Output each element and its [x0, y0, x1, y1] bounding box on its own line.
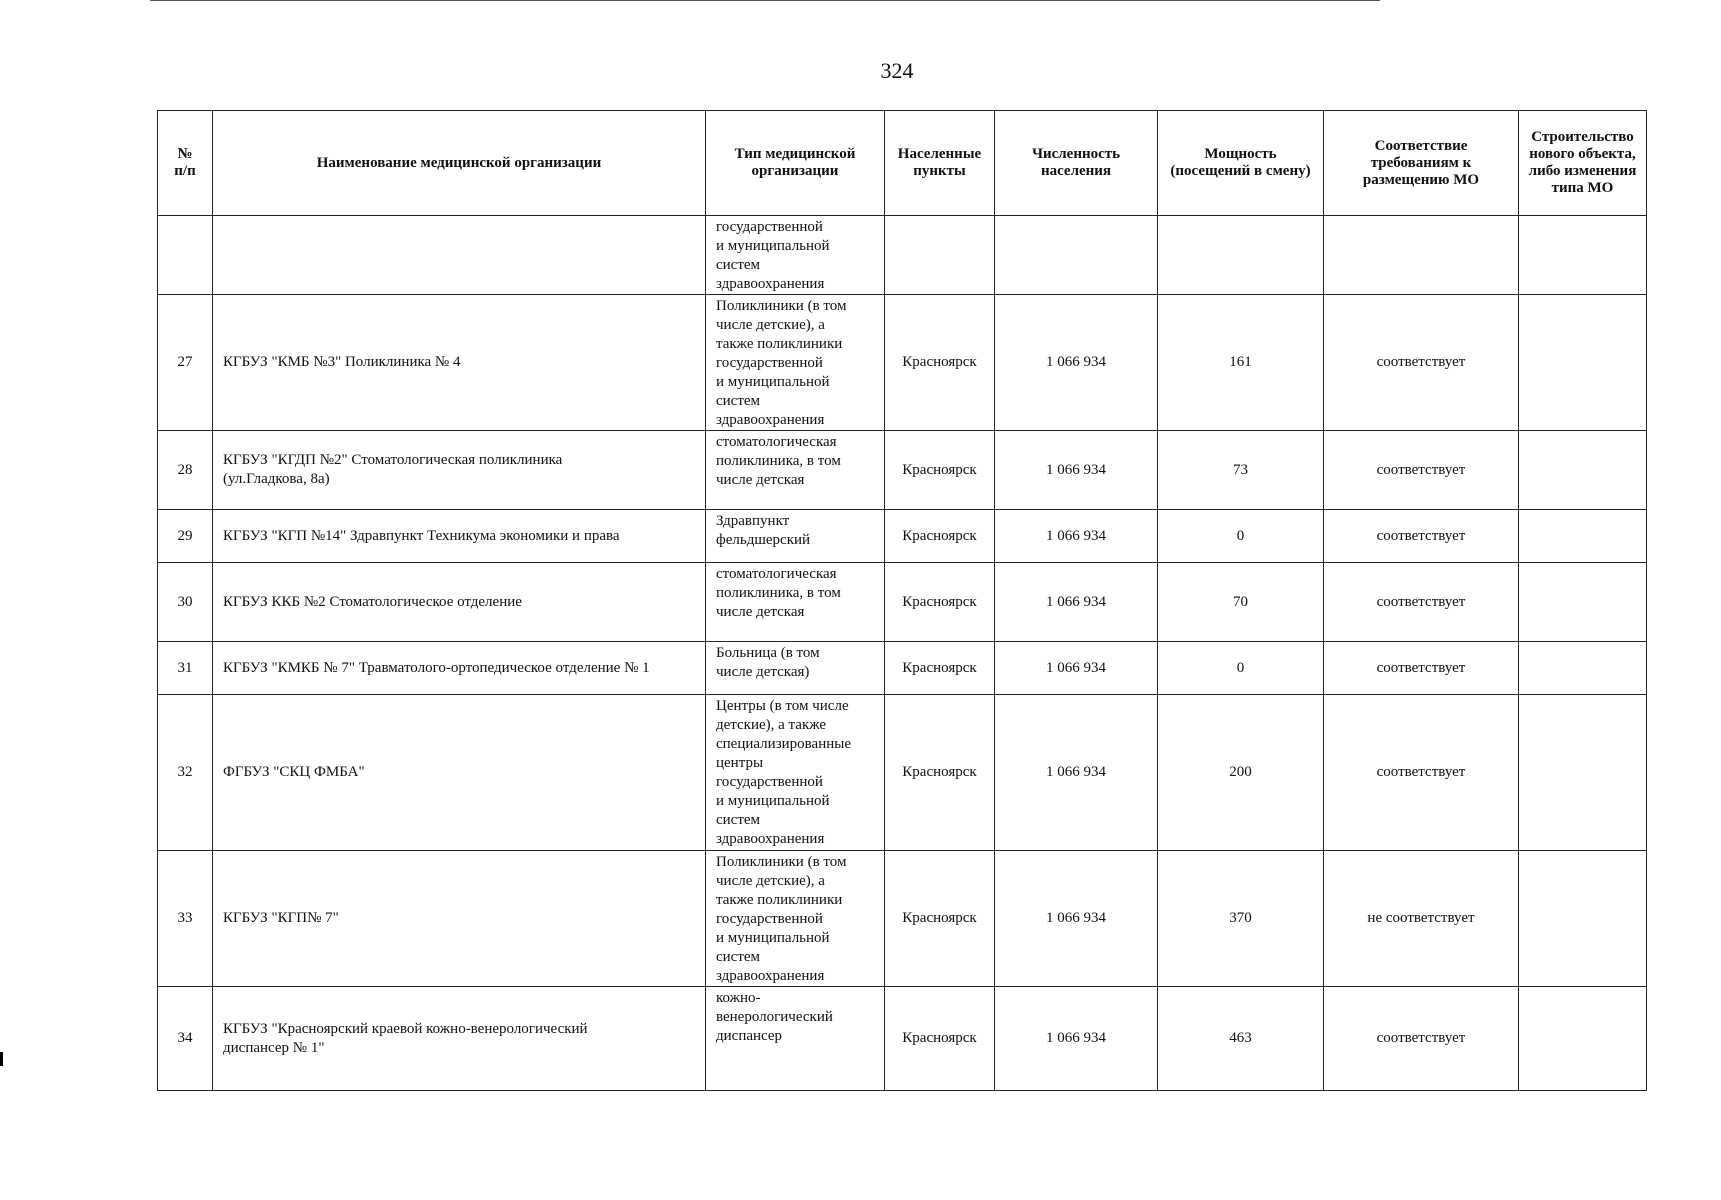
- cell-num: 33: [158, 851, 213, 987]
- cell-num: [158, 216, 213, 295]
- cell-construction: [1519, 431, 1647, 510]
- cell-name: КГБУЗ "КМКБ № 7" Травматолого-ортопедическое отделение № 1: [213, 642, 706, 695]
- cell-num: 32: [158, 695, 213, 851]
- cell-population: 1 066 934: [995, 987, 1158, 1091]
- cell-capacity: [1158, 216, 1324, 295]
- cell-population: 1 066 934: [995, 851, 1158, 987]
- cell-settlement: Красноярск: [885, 510, 995, 563]
- table-row: [158, 431, 1647, 510]
- header-settlement: Населенные пункты: [885, 111, 995, 216]
- cell-capacity: 161: [1158, 295, 1324, 431]
- cell-settlement: Красноярск: [885, 431, 995, 510]
- cell-name: КГБУЗ "КГДП №2" Стоматологическая поликлиника (ул.Гладкова, 8а): [213, 431, 706, 510]
- header-name: Наименование медицинской организации: [213, 111, 706, 216]
- cell-compliance: соответствует: [1324, 987, 1519, 1091]
- cell-settlement: [885, 216, 995, 295]
- cell-compliance: [1324, 216, 1519, 295]
- cell-population: [995, 216, 1158, 295]
- cell-capacity: 370: [1158, 851, 1324, 987]
- cell-capacity: 0: [1158, 642, 1324, 695]
- cell-population: 1 066 934: [995, 295, 1158, 431]
- cell-compliance: соответствует: [1324, 295, 1519, 431]
- cell-construction: [1519, 695, 1647, 851]
- cell-construction: [1519, 295, 1647, 431]
- table-row: [158, 563, 1647, 642]
- cell-capacity: 0: [1158, 510, 1324, 563]
- cell-capacity: 70: [1158, 563, 1324, 642]
- table-header-row: [158, 111, 1647, 216]
- cell-name: ФГБУЗ "СКЦ ФМБА": [213, 695, 706, 851]
- cell-capacity: 73: [1158, 431, 1324, 510]
- cell-type: стоматологическая поликлиника, в том числе детская: [706, 431, 885, 510]
- cell-name: КГБУЗ "КГП№ 7": [213, 851, 706, 987]
- cell-num: 29: [158, 510, 213, 563]
- cell-type: Центры (в том числе детские), а также специализированные центры государственной и муниципальной систем здравоохранения: [706, 695, 885, 851]
- header-type: Тип медицинской организации: [706, 111, 885, 216]
- cell-type: государственной и муниципальной систем здравоохранения: [706, 216, 885, 295]
- cell-type: Поликлиники (в том числе детские), а также поликлиники государственной и муниципальной систем здравоохранения: [706, 851, 885, 987]
- cell-settlement: Красноярск: [885, 851, 995, 987]
- cell-settlement: Красноярск: [885, 987, 995, 1091]
- cell-capacity: 463: [1158, 987, 1324, 1091]
- table-row: [158, 510, 1647, 563]
- cell-compliance: соответствует: [1324, 563, 1519, 642]
- cell-construction: [1519, 510, 1647, 563]
- cell-population: 1 066 934: [995, 431, 1158, 510]
- cell-name: КГБУЗ ККБ №2 Стоматологическое отделение: [213, 563, 706, 642]
- cell-settlement: Красноярск: [885, 695, 995, 851]
- header-population: Численность населения: [995, 111, 1158, 216]
- cell-num: 28: [158, 431, 213, 510]
- cell-construction: [1519, 987, 1647, 1091]
- cell-construction: [1519, 216, 1647, 295]
- cell-settlement: Красноярск: [885, 642, 995, 695]
- cell-num: 34: [158, 987, 213, 1091]
- cell-construction: [1519, 642, 1647, 695]
- cell-compliance: соответствует: [1324, 695, 1519, 851]
- cell-population: 1 066 934: [995, 695, 1158, 851]
- cell-construction: [1519, 563, 1647, 642]
- cell-type: стоматологическая поликлиника, в том числе детская: [706, 563, 885, 642]
- continuation-row: [158, 216, 1647, 295]
- medical-organizations-table: [157, 110, 1647, 1091]
- cell-compliance: соответствует: [1324, 642, 1519, 695]
- cell-population: 1 066 934: [995, 642, 1158, 695]
- cell-population: 1 066 934: [995, 563, 1158, 642]
- cell-settlement: Красноярск: [885, 295, 995, 431]
- cell-compliance: не соответствует: [1324, 851, 1519, 987]
- table-row: [158, 851, 1647, 987]
- cell-settlement: Красноярск: [885, 563, 995, 642]
- table-row: [158, 642, 1647, 695]
- cell-population: 1 066 934: [995, 510, 1158, 563]
- cell-name: КГБУЗ "КГП №14" Здравпункт Техникума экономики и права: [213, 510, 706, 563]
- cell-name: КГБУЗ "Красноярский краевой кожно-венерологический диспансер № 1": [213, 987, 706, 1091]
- top-border-line: [150, 0, 1380, 1]
- header-capacity: Мощность (посещений в смену): [1158, 111, 1324, 216]
- cell-num: 30: [158, 563, 213, 642]
- cell-type: кожно- венерологический диспансер: [706, 987, 885, 1091]
- cell-num: 31: [158, 642, 213, 695]
- scan-mark: [0, 1052, 3, 1066]
- header-num: № п/п: [158, 111, 213, 216]
- cell-num: 27: [158, 295, 213, 431]
- page-number: 324: [880, 58, 914, 83]
- header-construction: Строительство нового объекта, либо изменения типа МО: [1519, 111, 1647, 216]
- header-compliance: Соответствие требованиям к размещению МО: [1324, 111, 1519, 216]
- table-row: [158, 695, 1647, 851]
- cell-name: КГБУЗ "КМБ №3" Поликлиника № 4: [213, 295, 706, 431]
- cell-name: [213, 216, 706, 295]
- cell-type: Больница (в том числе детская): [706, 642, 885, 695]
- cell-capacity: 200: [1158, 695, 1324, 851]
- table-row: [158, 295, 1647, 431]
- cell-type: Поликлиники (в том числе детские), а также поликлиники государственной и муниципальной систем здравоохранения: [706, 295, 885, 431]
- cell-construction: [1519, 851, 1647, 987]
- cell-compliance: соответствует: [1324, 431, 1519, 510]
- table-row: [158, 987, 1647, 1091]
- cell-type: Здравпункт фельдшерский: [706, 510, 885, 563]
- cell-compliance: соответствует: [1324, 510, 1519, 563]
